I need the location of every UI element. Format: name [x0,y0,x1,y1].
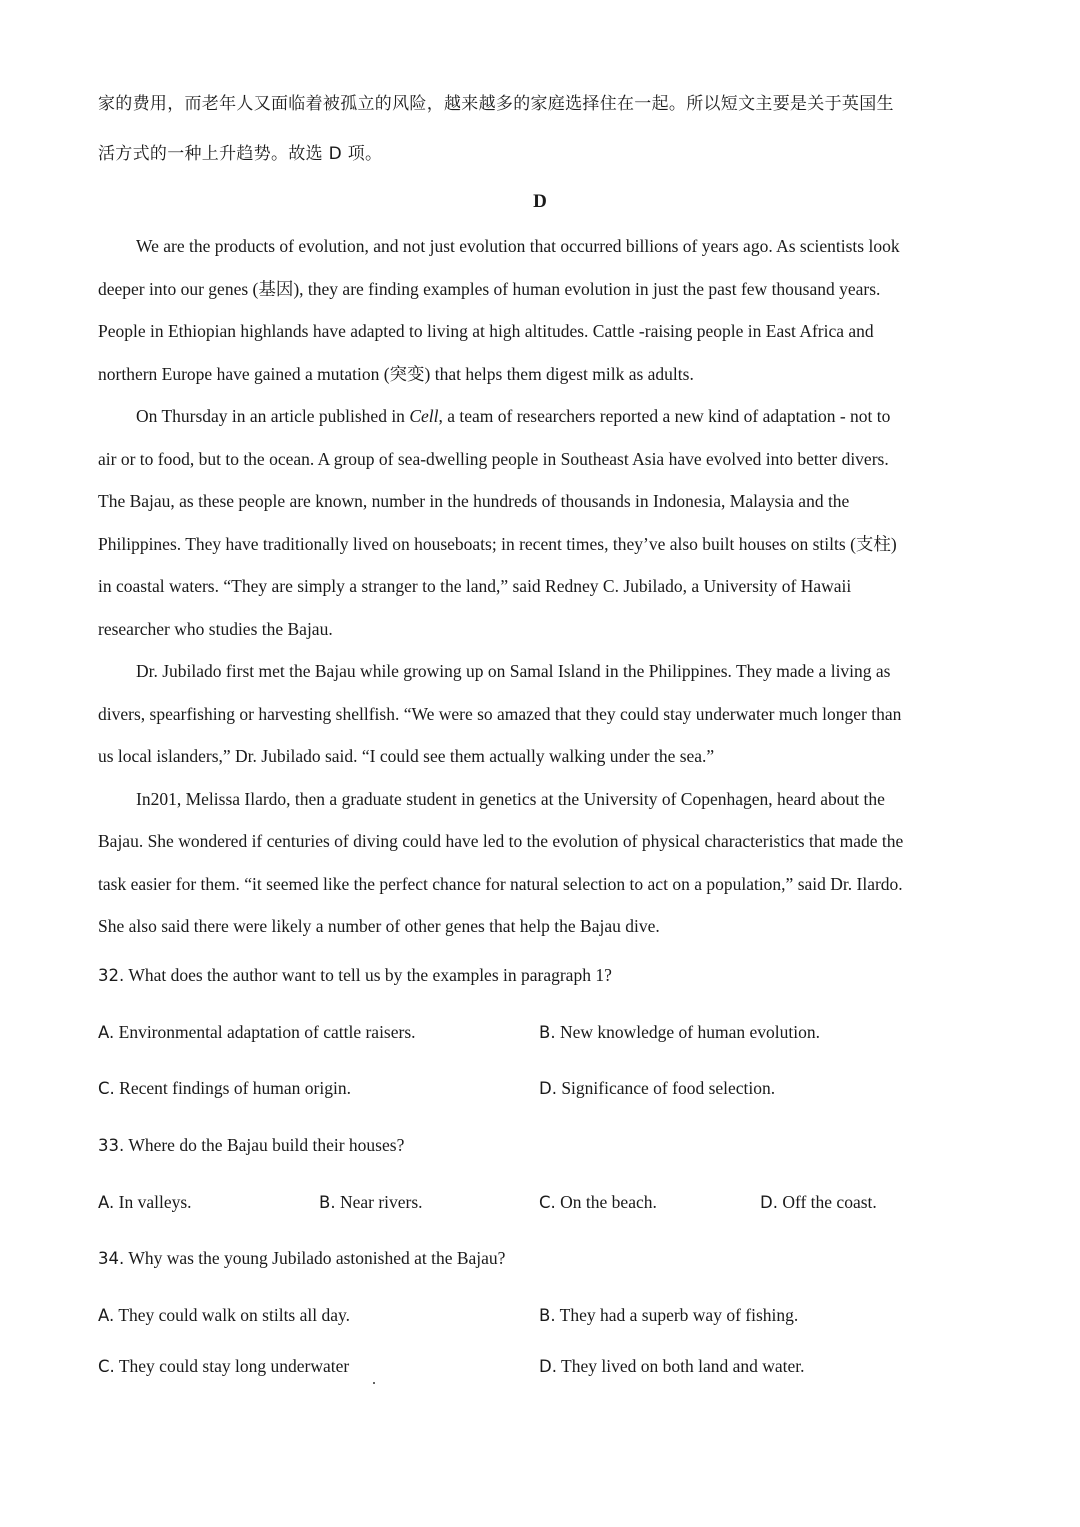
option-34-a[interactable] [98,1303,350,1328]
option-text: Significance of food selection. [561,1078,776,1098]
option-text: Recent findings of human origin. [119,1078,351,1098]
question-34 [98,1246,505,1271]
option-text: They had a superb way of fishing. [559,1305,799,1325]
question-text: What does the author want to tell us by the examples in paragraph 1? [128,965,612,985]
p2-line [136,404,988,428]
option-text: They lived on both land and water. [561,1356,805,1376]
option-33-c[interactable] [539,1190,657,1215]
option-33-d[interactable] [760,1190,877,1215]
p3-line: divers, spearfishing or harvesting shellfish. “We were so amazed that they could stay underwater much longer than [98,704,902,724]
option-letter: B. [539,1023,556,1042]
question-text: Why was the young Jubilado astonished at the Bajau? [128,1248,506,1268]
question-number: 32. [98,966,125,985]
option-letter: A. [98,1306,115,1325]
p2-line: researcher who studies the Bajau. [98,619,333,639]
p2-text: On Thursday in an article published in [136,406,410,426]
p1-line: deeper into our genes (基因), they are finding examples of human evolution in just the past few thousand years. [98,279,881,299]
option-text: In valleys. [118,1192,192,1212]
option-32-d[interactable] [539,1076,775,1101]
p2-line: The Bajau, as these people are known, number in the hundreds of thousands in Indonesia, Malaysia and the [98,491,850,511]
p3-line: us local islanders,” Dr. Jubilado said. “I could see them actually walking under the sea.” [98,746,715,766]
option-32-c[interactable] [98,1076,351,1101]
option-32-b[interactable] [539,1020,820,1045]
p2-line: Philippines. They have traditionally lived on houseboats; in recent times, they’ve also built houses on stilts (支柱) [98,534,897,554]
intro-line-1: 家的费用，而老年人又面临着被孤立的风险，越来越多的家庭选择住在一起。所以短文主要是关于英国生 [98,94,894,114]
option-letter: B. [319,1193,336,1212]
p4-line: Bajau. She wondered if centuries of diving could have led to the evolution of physical characteristics that made the [98,831,904,851]
option-34-b[interactable] [539,1303,798,1328]
option-text: Near rivers. [339,1192,423,1212]
option-letter: A. [98,1193,115,1212]
option-text: Environmental adaptation of cattle raisers. [118,1022,416,1042]
option-text: New knowledge of human evolution. [559,1022,820,1042]
option-letter: D. [539,1079,557,1098]
question-32 [98,963,612,988]
p3-line: Dr. Jubilado first met the Bajau while growing up on Samal Island in the Philippines. They made a living as [136,661,891,681]
option-33-b[interactable] [319,1190,423,1215]
p2-line: air or to food, but to the ocean. A group of sea-dwelling people in Southeast Asia have evolved into better divers. [98,449,889,469]
option-letter: D. [760,1193,778,1212]
p1-line: People in Ethiopian highlands have adapted to living at high altitudes. Cattle -raising people in East Africa and [98,321,874,341]
p2-text: , a team of researchers reported a new kind of adaptation - not to [438,406,891,426]
option-letter: C. [98,1357,115,1376]
option-letter: C. [98,1079,115,1098]
p4-line: She also said there were likely a number of other genes that help the Bajau dive. [98,916,660,936]
p1-line: northern Europe have gained a mutation (突变) that helps them digest milk as adults. [98,364,694,384]
p1-line: We are the products of evolution, and not just evolution that occurred billions of years ago. As scientists look [136,236,900,256]
option-letter: B. [539,1306,556,1325]
option-34-d[interactable] [539,1354,805,1379]
option-34-c[interactable] [98,1354,349,1379]
question-number: 34. [98,1249,125,1268]
p2-line: in coastal waters. “They are simply a stranger to the land,” said Redney C. Jubilado, a University of Hawaii [98,576,852,596]
option-32-a[interactable] [98,1020,416,1045]
option-text: Off the coast. [782,1192,877,1212]
question-number: 33. [98,1136,125,1155]
journal-name: Cell [409,406,439,426]
option-text: On the beach. [560,1192,657,1212]
section-heading: D [533,191,547,212]
option-text: They could stay long underwater [118,1356,350,1376]
option-text: They could walk on stilts all day. [118,1305,350,1325]
p4-line: task easier for them. “it seemed like the perfect chance for natural selection to act on a population,” said Dr. Ilardo. [98,874,903,894]
p4-line: In201, Melissa Ilardo, then a graduate student in genetics at the University of Copenhagen, heard about the [136,789,885,809]
intro-line-2: 活方式的一种上升趋势。故选 D 项。 [98,144,383,164]
option-letter: D. [539,1357,557,1376]
stray-dot [373,1382,375,1384]
question-text: Where do the Bajau build their houses? [128,1135,405,1155]
option-letter: A. [98,1023,115,1042]
option-letter: C. [539,1193,556,1212]
option-33-a[interactable] [98,1190,192,1215]
question-33 [98,1133,404,1158]
